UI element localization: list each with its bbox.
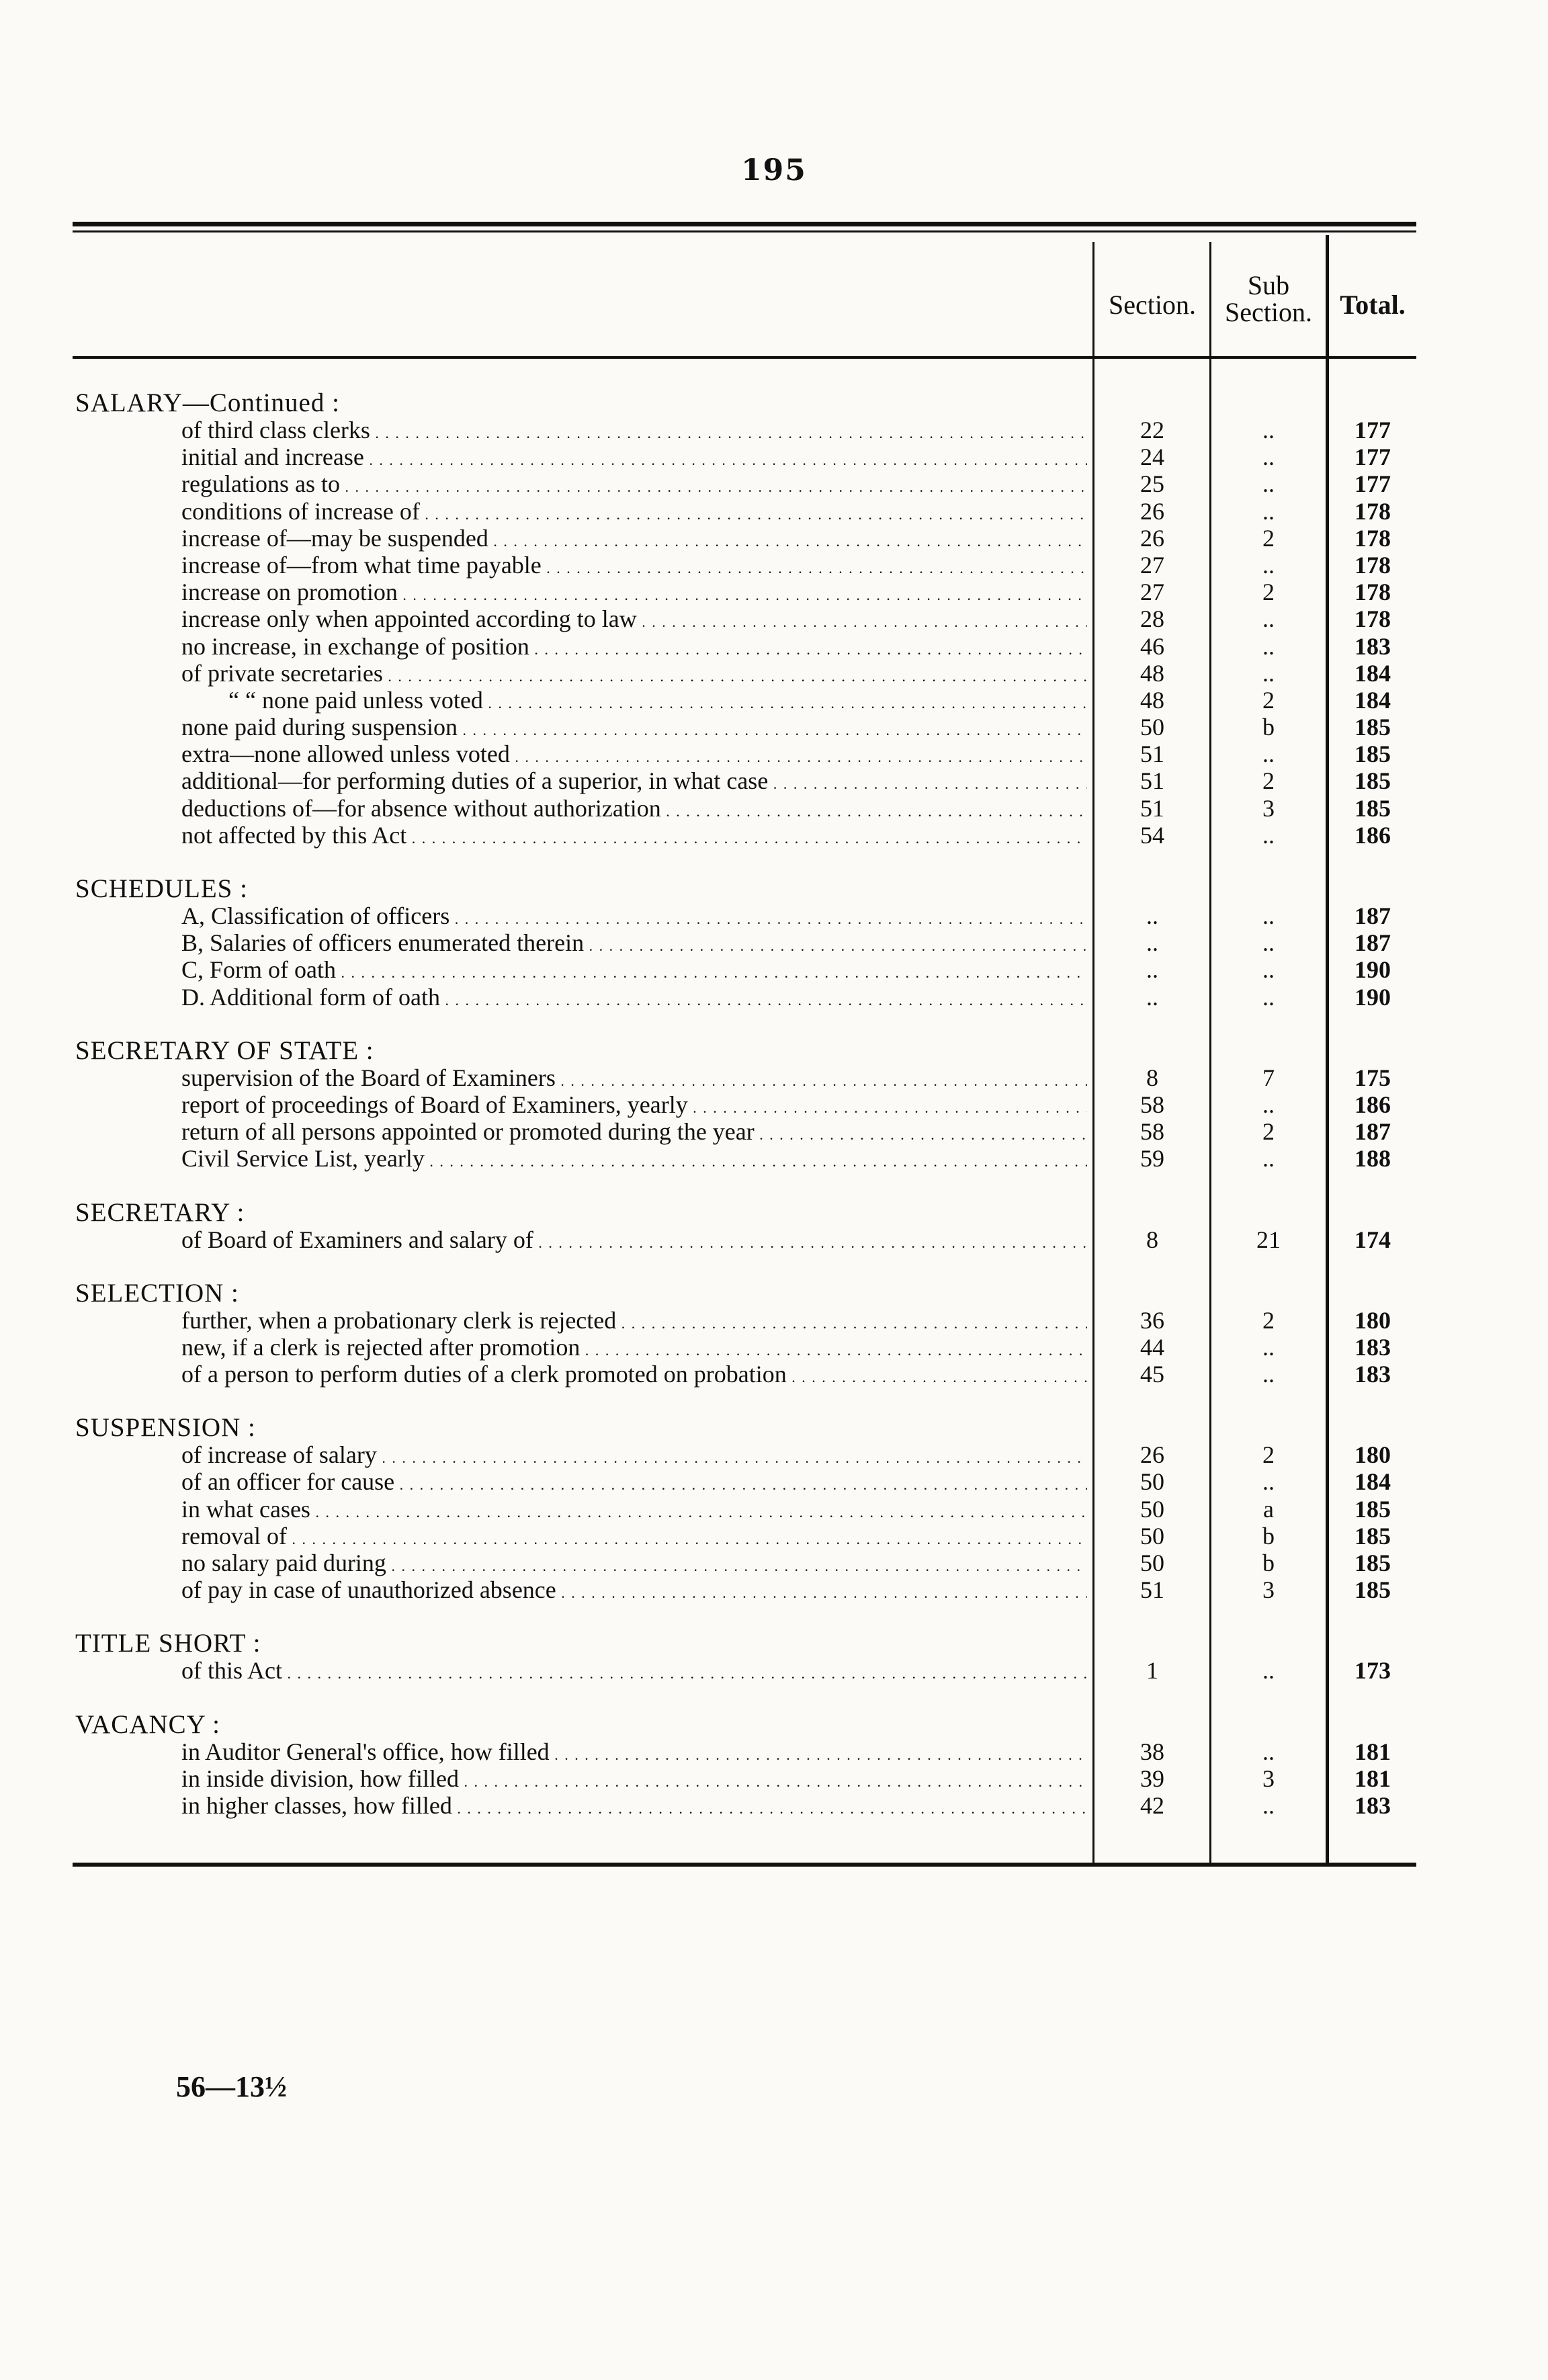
entry-page-total: 187 [1354,902,1391,929]
entry-label: of this Act . . . [181,1657,1087,1684]
entry-section-number: 46 [1140,632,1164,660]
entry-page-total: 177 [1354,470,1391,498]
group-spacer [0,1253,1548,1280]
entry-subsection-number: 2 [1262,686,1275,714]
entry-subsection-number: 2 [1262,1118,1275,1146]
entry-subsection-number: .. [1262,821,1275,849]
entry-label: of an officer for cause . . . [181,1468,1087,1495]
entry-label: additional—for performing duties of a superior, in what case . . . [181,767,1087,794]
entry-page-total: 183 [1354,632,1391,660]
entry-section-number: 8 [1146,1226,1158,1253]
entry-section-number: 8 [1146,1064,1158,1091]
entry-label: no salary paid during . . . [181,1549,1087,1576]
index-entry-row [0,525,1548,552]
entry-label: in inside division, how filled . . . [181,1765,1087,1792]
entry-label: of pay in case of unauthorized absence . . . [181,1576,1087,1603]
entry-subsection-number: .. [1262,956,1275,984]
entry-page-total: 184 [1354,686,1391,714]
entry-subsection-number: 2 [1262,524,1275,552]
bottom-rule [73,1863,1416,1867]
entry-label: in Auditor General's office, how filled . . . [181,1738,1087,1765]
index-entry-row [0,605,1548,632]
entry-section-number: 27 [1140,551,1164,579]
entry-section-number: 38 [1140,1738,1164,1765]
index-entry-row [0,1792,1548,1819]
group-heading: SUSPENSION : [75,1413,256,1443]
entry-subsection-number: 2 [1262,767,1275,795]
entry-label: not affected by this Act . . . [181,822,1087,849]
entry-page-total: 174 [1354,1226,1391,1253]
entry-section-number: 50 [1140,1549,1164,1576]
entry-page-total: 185 [1354,794,1391,822]
entry-page-total: 184 [1354,1468,1391,1496]
group-heading: SECRETARY OF STATE : [75,1035,374,1065]
entry-page-total: 178 [1354,605,1391,633]
entry-subsection-number: .. [1262,1145,1275,1173]
index-entry-row [0,1441,1548,1468]
entry-label: in higher classes, how filled . . . [181,1792,1087,1819]
entry-subsection-number: 3 [1262,1576,1275,1604]
index-entry-row [0,633,1548,660]
index-entry-row [0,1361,1548,1388]
entry-label: regulations as to . . . [181,470,1087,497]
index-entry-row [0,1118,1548,1145]
index-entry-row [0,956,1548,983]
entry-section-number: 27 [1140,579,1164,606]
entry-section-number: 26 [1140,1441,1164,1469]
entry-label: new, if a clerk is rejected after promotion . . . [181,1334,1087,1361]
index-entry-row [0,902,1548,929]
index-entry-row [0,929,1548,956]
entry-section-number: 42 [1140,1791,1164,1819]
header-rule [73,356,1416,359]
entry-section-number: 51 [1140,740,1164,768]
index-entry-row [0,1226,1548,1253]
entry-section-number: 36 [1140,1306,1164,1334]
entry-subsection-number: .. [1262,632,1275,660]
entry-label: of third class clerks . . . [181,417,1087,443]
entry-subsection-number: .. [1262,1657,1275,1685]
entry-label: “ “ none paid unless voted . . . [228,687,1087,714]
entry-label: increase of—may be suspended . . . [181,525,1087,552]
entry-label: Civil Service List, yearly . . . [181,1145,1087,1172]
column-header-section: Section. [1109,290,1196,320]
index-entry-row [0,740,1548,767]
entry-label: further, when a probationary clerk is rejected . . . [181,1307,1087,1334]
index-entry-row [0,1091,1548,1118]
entry-page-total: 178 [1354,551,1391,579]
entry-page-total: 183 [1354,1791,1391,1819]
group-heading: VACANCY : [75,1709,220,1739]
entry-label: conditions of increase of . . . [181,498,1087,525]
index-entry-row [0,470,1548,497]
entry-section-number: 25 [1140,470,1164,498]
entry-subsection-number: .. [1262,1791,1275,1819]
index-entry-row [0,1576,1548,1603]
entry-section-number: 59 [1140,1145,1164,1173]
entry-section-number: 26 [1140,524,1164,552]
column-header-total: Total. [1340,290,1406,320]
entry-page-total: 178 [1354,579,1391,606]
index-entry-row [0,714,1548,740]
index-entry-row [0,1496,1548,1523]
entry-label: report of proceedings of Board of Examiners, yearly . . . [181,1091,1087,1118]
entry-label: B, Salaries of officers enumerated therein . . . [181,929,1087,956]
index-entry-row [0,1549,1548,1576]
group-heading: SALARY—Continued : [75,388,340,417]
entry-section-number: .. [1146,929,1158,957]
entry-label: removal of . . . [181,1523,1087,1549]
entry-page-total: 186 [1354,821,1391,849]
entry-page-total: 188 [1354,1145,1391,1173]
entry-subsection-number: 2 [1262,1306,1275,1334]
group-spacer [0,1388,1548,1414]
entry-subsection-number: .. [1262,470,1275,498]
index-entry-row [0,552,1548,579]
entry-subsection-number: a [1263,1495,1274,1523]
entry-subsection-number: .. [1262,497,1275,525]
entry-label: of a person to perform duties of a clerk promoted on probation . . . [181,1361,1087,1388]
entry-subsection-number: 3 [1262,794,1275,822]
index-entry-row [0,1468,1548,1495]
index-entry-row [0,767,1548,794]
entry-section-number: 39 [1140,1765,1164,1792]
entry-section-number: 26 [1140,497,1164,525]
index-entry-row [0,1334,1548,1361]
index-entry-row [0,822,1548,849]
entry-section-number: .. [1146,902,1158,929]
index-entry-row [0,687,1548,714]
entry-section-number: .. [1146,956,1158,984]
top-rule-thin [73,230,1416,232]
entry-page-total: 185 [1354,1522,1391,1549]
entry-subsection-number: .. [1262,1333,1275,1361]
entry-section-number: 58 [1140,1091,1164,1118]
entry-label: increase of—from what time payable . . . [181,552,1087,579]
entry-label: of increase of salary . . . [181,1441,1087,1468]
entry-subsection-number: .. [1262,983,1275,1011]
group-heading: SCHEDULES : [75,874,248,903]
entry-label: C, Form of oath . . . [181,956,1087,983]
group-spacer [0,1603,1548,1630]
entry-page-total: 185 [1354,740,1391,768]
index-entry-row [0,417,1548,443]
entry-subsection-number: b [1262,1549,1275,1576]
entry-page-total: 190 [1354,956,1391,984]
group-heading: TITLE SHORT : [75,1629,261,1658]
entry-page-total: 173 [1354,1657,1391,1685]
entry-page-total: 185 [1354,767,1391,795]
entry-label: no increase, in exchange of position . . . [181,633,1087,660]
entry-subsection-number: 2 [1262,579,1275,606]
page-number: 195 [741,153,807,187]
entry-section-number: 1 [1146,1657,1158,1685]
entry-page-total: 190 [1354,983,1391,1011]
index-entry-row [0,660,1548,687]
index-entry-row [0,795,1548,822]
entry-label: supervision of the Board of Examiners . . . [181,1064,1087,1091]
entry-subsection-number: .. [1262,659,1275,687]
entry-subsection-number: .. [1262,1361,1275,1388]
entry-subsection-number: b [1262,714,1275,741]
entry-page-total: 178 [1354,497,1391,525]
entry-section-number: 50 [1140,1522,1164,1549]
entry-label: of Board of Examiners and salary of . . . [181,1226,1087,1253]
index-entry-row [0,1765,1548,1792]
entry-subsection-number: .. [1262,605,1275,633]
entry-page-total: 187 [1354,929,1391,957]
entry-section-number: 51 [1140,794,1164,822]
entry-label: none paid during suspension . . . [181,714,1087,740]
entry-section-number: 51 [1140,1576,1164,1604]
entry-page-total: 185 [1354,1576,1391,1604]
entry-subsection-number: 7 [1262,1064,1275,1091]
entry-page-total: 178 [1354,524,1391,552]
group-spacer [0,849,1548,876]
index-entry-row [0,498,1548,525]
entry-page-total: 187 [1354,1118,1391,1146]
entry-subsection-number: 2 [1262,1441,1275,1469]
entry-page-total: 180 [1354,1306,1391,1334]
entry-subsection-number: 3 [1262,1765,1275,1792]
group-heading: SECRETARY : [75,1197,245,1227]
entry-subsection-number: .. [1262,1738,1275,1765]
entry-subsection-number: .. [1262,902,1275,929]
entry-label: of private secretaries . . . [181,660,1087,687]
entry-subsection-number: b [1262,1522,1275,1549]
group-spacer [0,1685,1548,1711]
entry-label: deductions of—for absence without authorization . . . [181,795,1087,822]
entry-subsection-number: .. [1262,929,1275,957]
index-entry-row [0,1738,1548,1765]
entry-page-total: 184 [1354,659,1391,687]
entry-section-number: 58 [1140,1118,1164,1146]
entry-subsection-number: .. [1262,740,1275,768]
entry-subsection-number: .. [1262,551,1275,579]
entry-page-total: 181 [1354,1738,1391,1765]
entry-label: increase on promotion . . . [181,579,1087,605]
entry-page-total: 185 [1354,1495,1391,1523]
entry-page-total: 183 [1354,1361,1391,1388]
entry-section-number: 50 [1140,1468,1164,1496]
entry-page-total: 185 [1354,1549,1391,1576]
column-header-subsection-line2: Section. [1225,297,1312,327]
entry-page-total: 180 [1354,1441,1391,1469]
entry-page-total: 181 [1354,1765,1391,1792]
index-table [0,390,1548,1819]
entry-page-total: 183 [1354,1333,1391,1361]
entry-subsection-number: .. [1262,1091,1275,1118]
entry-section-number: 51 [1140,767,1164,795]
column-header-subsection [1212,272,1325,326]
entry-label: A, Classification of officers . . . [181,902,1087,929]
entry-section-number: 28 [1140,605,1164,633]
entry-page-total: 185 [1354,714,1391,741]
entry-label: extra—none allowed unless voted . . . [181,740,1087,767]
entry-subsection-number: .. [1262,1468,1275,1496]
entry-section-number: 44 [1140,1333,1164,1361]
entry-label: return of all persons appointed or promoted during the year . . . [181,1118,1087,1145]
entry-label: in what cases . . . [181,1496,1087,1523]
entry-label: D. Additional form of oath . . . [181,984,1087,1011]
entry-subsection-number: 21 [1256,1226,1281,1253]
top-rule-thick [73,222,1416,226]
entry-subsection-number: .. [1262,417,1275,443]
column-header-subsection-line1: Sub [1247,270,1290,300]
entry-subsection-number: .. [1262,443,1275,471]
entry-section-number: 24 [1140,443,1164,471]
entry-section-number: 48 [1140,659,1164,687]
entry-page-total: 177 [1354,443,1391,471]
entry-section-number: .. [1146,983,1158,1011]
index-entry-row [0,1307,1548,1334]
entry-section-number: 22 [1140,417,1164,443]
group-spacer [0,1173,1548,1199]
index-entry-row [0,579,1548,605]
index-entry-row [0,1523,1548,1549]
entry-section-number: 50 [1140,714,1164,741]
group-spacer [0,1011,1548,1037]
index-entry-row [0,1657,1548,1684]
entry-section-number: 54 [1140,821,1164,849]
footer-signature-mark: 56—13½ [176,2070,287,2103]
index-entry-row [0,443,1548,470]
entry-label: initial and increase . . . [181,443,1087,470]
entry-section-number: 45 [1140,1361,1164,1388]
entry-page-total: 175 [1354,1064,1391,1091]
entry-section-number: 48 [1140,686,1164,714]
index-entry-row [0,984,1548,1011]
entry-page-total: 186 [1354,1091,1391,1118]
entry-page-total: 177 [1354,417,1391,443]
index-entry-row [0,1145,1548,1172]
entry-label: increase only when appointed according to law . . . [181,605,1087,632]
entry-section-number: 50 [1140,1495,1164,1523]
index-entry-row [0,1064,1548,1091]
group-heading: SELECTION : [75,1278,239,1308]
